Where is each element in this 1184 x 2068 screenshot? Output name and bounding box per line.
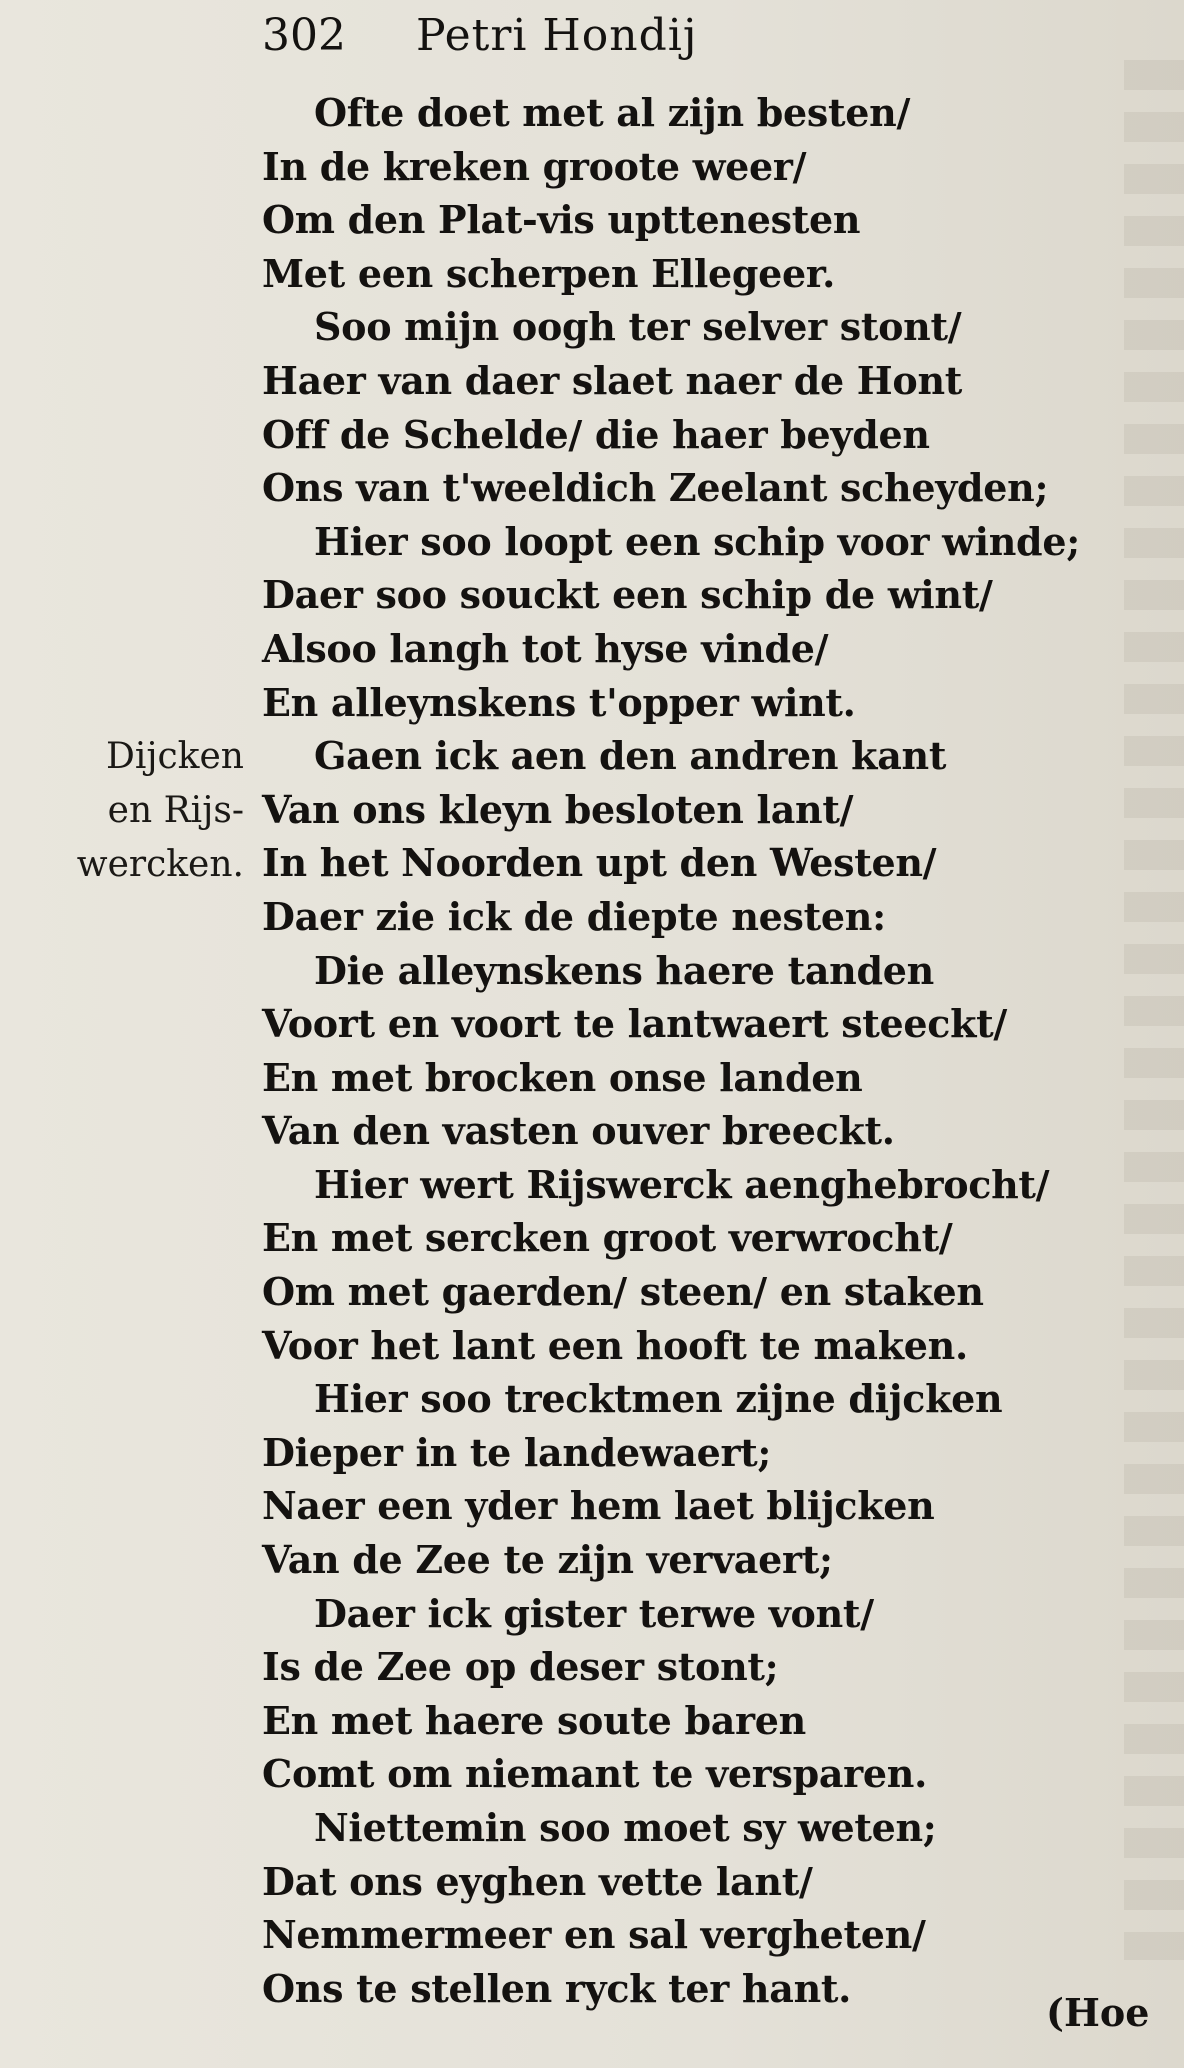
verse-line: Van den vasten ouver breeckt. xyxy=(262,1108,895,1154)
verse-line: En alleynskens t'opper wint. xyxy=(262,679,856,725)
verse-line: En met brocken onse landen xyxy=(262,1054,863,1100)
verse-line: Hier soo trecktmen zijne dijcken xyxy=(314,1376,1003,1422)
verse-line: In de kreken groote weer/ xyxy=(262,143,807,189)
verse-line: Haer van daer slaet naer de Hont xyxy=(262,357,963,403)
catchword: (Hoe xyxy=(1046,1990,1150,2035)
verse-line: Van de Zee te zijn vervaert; xyxy=(262,1537,833,1583)
verse-line: Om den Plat-vis upttenesten xyxy=(262,197,861,243)
poem-body xyxy=(262,86,1162,2015)
verse-line: Nemmermeer en sal vergheten/ xyxy=(262,1912,926,1958)
margin-note-line: wercken. xyxy=(76,844,244,885)
verse-line: Ofte doet met al zijn besten/ xyxy=(314,90,911,135)
verse-line: En met haere soute baren xyxy=(262,1697,806,1743)
verse-line: Off de Schelde/ die haer beyden xyxy=(262,411,930,457)
verse-line: Om met gaerden/ steen/ en staken xyxy=(262,1269,984,1315)
verse-line: Hier soo loopt een schip voor winde; xyxy=(314,518,1080,564)
running-head: Petri Hondij xyxy=(415,10,698,61)
verse-line: Niettemin soo moet sy weten; xyxy=(314,1805,937,1850)
verse-line: En met sercken groot verwrocht/ xyxy=(262,1215,953,1261)
margin-note-line: en Rijs- xyxy=(107,790,244,831)
verse-line: Hier wert Rijswerck aenghebrocht/ xyxy=(314,1161,1050,1207)
verse-line: Alsoo langh tot hyse vinde/ xyxy=(262,625,829,671)
margin-note xyxy=(24,730,244,892)
verse-line: Gaen ick aen den andren kant xyxy=(314,733,947,779)
verse-line: Met een scherpen Ellegeer. xyxy=(262,250,836,296)
verse-line: Daer ick gister terwe vont/ xyxy=(314,1590,874,1636)
verse-line: Daer soo souckt een schip de wint/ xyxy=(262,572,993,618)
verse-line: Dat ons eyghen vette lant/ xyxy=(262,1858,813,1904)
verse-line: Soo mijn oogh ter selver stont/ xyxy=(314,304,962,350)
verse-line: Voort en voort te lantwaert steeckt/ xyxy=(262,1001,1008,1047)
verse-line: Van ons kleyn besloten lant/ xyxy=(262,786,854,832)
page-header xyxy=(262,10,922,66)
page-number: 302 xyxy=(262,10,346,61)
verse-line: Ons te stellen ryck ter hant. xyxy=(262,1965,852,2011)
verse-line: Naer een yder hem laet blijcken xyxy=(262,1483,935,1529)
verse-line: Voor het lant een hooft te maken. xyxy=(262,1322,968,1368)
verse-line: Is de Zee op deser stont; xyxy=(262,1644,779,1690)
verse-line: Dieper in te landewaert; xyxy=(262,1429,772,1475)
verse-line: In het Noorden upt den Westen/ xyxy=(262,840,937,886)
verse-line: Die alleynskens haere tanden xyxy=(314,947,934,993)
verse-line: Comt om niemant te versparen. xyxy=(262,1751,928,1797)
margin-note-line: Dijcken xyxy=(105,736,244,777)
verse-line: Ons van t'weeldich Zeelant scheyden; xyxy=(262,465,1049,511)
verse-line: Daer zie ick de diepte nesten: xyxy=(262,893,886,939)
